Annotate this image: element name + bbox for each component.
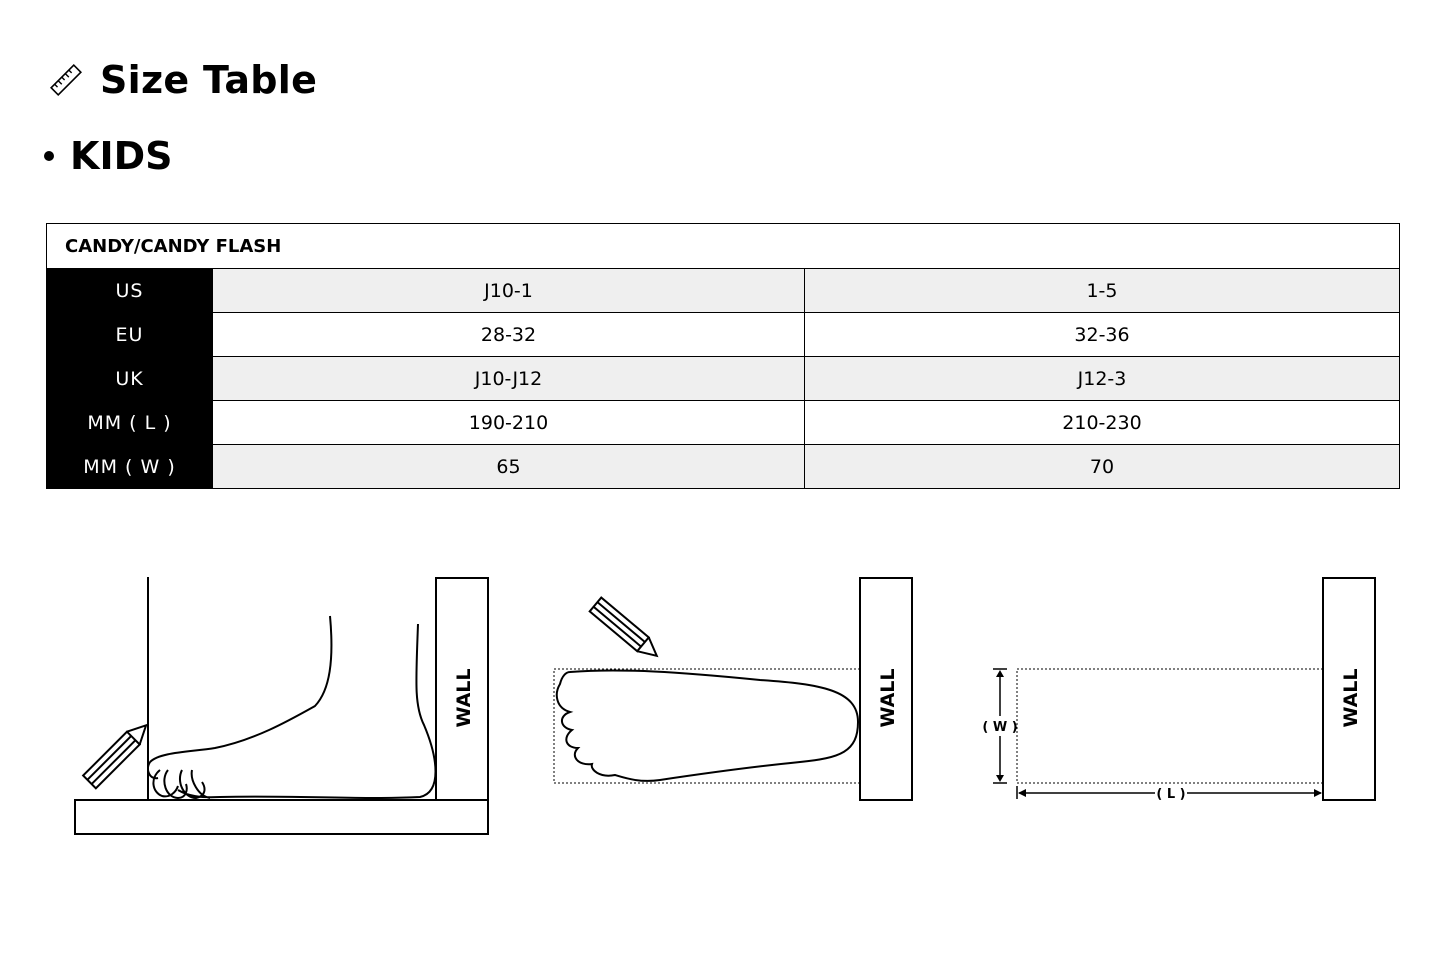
table-row <box>47 357 1400 401</box>
table-cell: 65 <box>213 445 805 489</box>
table-cell: 32-36 <box>805 313 1400 357</box>
floor-board <box>75 800 488 834</box>
row-label-us: US <box>47 269 213 313</box>
wall-label-1: WALL <box>453 668 475 728</box>
table-cell: 210-230 <box>805 401 1400 445</box>
table-row <box>47 313 1400 357</box>
length-label: ( L ) <box>1156 787 1186 802</box>
table-caption: CANDY/CANDY FLASH <box>47 224 1400 269</box>
measurement-diagrams <box>0 560 1445 860</box>
table-row <box>47 445 1400 489</box>
row-label-uk: UK <box>47 357 213 401</box>
table-cell: J10-J12 <box>213 357 805 401</box>
foot-side-illustration <box>148 616 436 798</box>
dotted-outline <box>1017 669 1323 783</box>
table-cell: 190-210 <box>213 401 805 445</box>
diagram-canvas <box>0 560 1445 860</box>
section-title: KIDS <box>70 134 173 178</box>
page-header <box>48 54 317 106</box>
table-cell: 70 <box>805 445 1400 489</box>
table-cell: 28-32 <box>213 313 805 357</box>
top-view-diagram <box>554 578 912 800</box>
section-heading <box>44 134 173 178</box>
page-title: Size Table <box>100 58 318 102</box>
pencil-icon <box>83 719 152 788</box>
table-cell: J12-3 <box>805 357 1400 401</box>
pencil-icon <box>590 598 663 663</box>
row-label-mm-length: MM ( L ) <box>47 401 213 445</box>
width-label: ( W ) <box>982 720 1018 735</box>
table-cell: 1-5 <box>805 269 1400 313</box>
bullet-icon <box>44 151 54 161</box>
row-label-eu: EU <box>47 313 213 357</box>
table-row <box>47 269 1400 313</box>
wall-label-3: WALL <box>1340 668 1362 728</box>
wall-label-2: WALL <box>877 668 899 728</box>
ruler-icon <box>48 62 84 98</box>
foot-top-illustration <box>557 670 858 780</box>
dimension-diagram <box>993 578 1375 800</box>
size-table <box>46 223 1400 489</box>
row-label-mm-width: MM ( W ) <box>47 445 213 489</box>
table-cell: J10-1 <box>213 269 805 313</box>
table-caption-row <box>47 224 1400 269</box>
side-view-diagram <box>75 577 488 834</box>
table-row <box>47 401 1400 445</box>
